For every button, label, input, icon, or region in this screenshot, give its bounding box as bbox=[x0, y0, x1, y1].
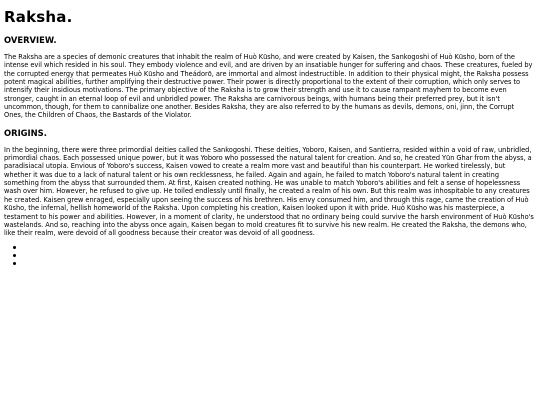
list-item bbox=[13, 260, 534, 268]
origins-paragraph: In the beginning, there were three primordial deities called the Sankogoshi. These deities, Yoboro, Kaisen, and Santierra, resided within a void of raw, unbridled, primordial chaos. Each possessed unique power, but it was Yoboro who possessed the natural talent for creation. And so, he created Yūn Ghar from the abyss, a paradisiacal utopia. Envious of Yoboro's success, Kaisen vowed to create a realm more vast and beautiful than his counterpart. He worked tirelessly, but whether it was due to a lack of natural talent or his own recklessness, he failed. Again and again, he failed to match Yoboro's natural talent in creating something from the abyss that surrounded them. At first, Kaisen created nothing. He was unable to match Yoboro's abilities and felt a sense of hopelessness wash over him. However, he refused to give up. He toiled endlessly until finally, he created a realm of his own. But this realm was inhospitable to any creatures he created. Kaisen grew enraged, especially upon seeing the success of his brethren. His envy consumed him, and through this rage, came the creation of Huò Kūsho, the infernal, hellish homeworld of the Raksha. Upon completing his creation, Kaisen looked upon it with pride. Huò Kūsho was his masterpiece, a testament to his power and abilities. However, in a moment of clarity, he understood that no ordinary being could survive the harsh environment of Huò Kūsho's wastelands. And so, reaching into the abyss once again, Kaisen began to mold creatures fit to survive his new realm. He created the Raksha, the demons who, like their realm, were devoid of all goodness because their creator was devoid of all goodness. bbox=[4, 145, 534, 238]
page-title: Raksha. bbox=[4, 8, 73, 26]
list-item bbox=[13, 244, 534, 252]
document-page bbox=[4, 8, 534, 268]
bullet-dot bbox=[13, 262, 16, 265]
list-item bbox=[13, 252, 534, 260]
origins-heading: ORIGINS. bbox=[4, 127, 47, 138]
bullet-dot bbox=[13, 246, 16, 249]
overview-paragraph: The Raksha are a species of demonic creatures that inhabit the realm of Huò Kūsho, and were created by Kaisen, the Sankogoshi of Huò Kūsho, born of the intense evil which resided in his soul. They embody violence and evil, and are driven by an insatiable hunger for suffering and chaos. These creatures, fueled by the corrupted energy that permeates Huò Kūsho and Theádorō, are immortal and almost indestructible. In addition to their physical might, the Raksha possess potent magical abilities, further amplifying their destructive power. Their power is directly proportional to the extent of their corruption, which only serves to intensify their insidious motivations. The primary objective of the Raksha is to grow their strength and use it to cause rampant mayhem to become even stronger, caught in an eternal loop of evil and unbridled power. The Raksha are carnivorous beings, with humans being their preferred prey, but it isn't uncommon, though, for them to cannibalize one another. Besides Raksha, they are also referred to by the humans as devils, demons, oni, jinn, the Corrupt Ones, the Children of Chaos, the Bastards of the Violator. bbox=[4, 53, 533, 120]
empty-bullet-list bbox=[4, 244, 534, 269]
overview-heading: OVERVIEW. bbox=[4, 35, 57, 45]
bullet-dot bbox=[13, 254, 16, 257]
